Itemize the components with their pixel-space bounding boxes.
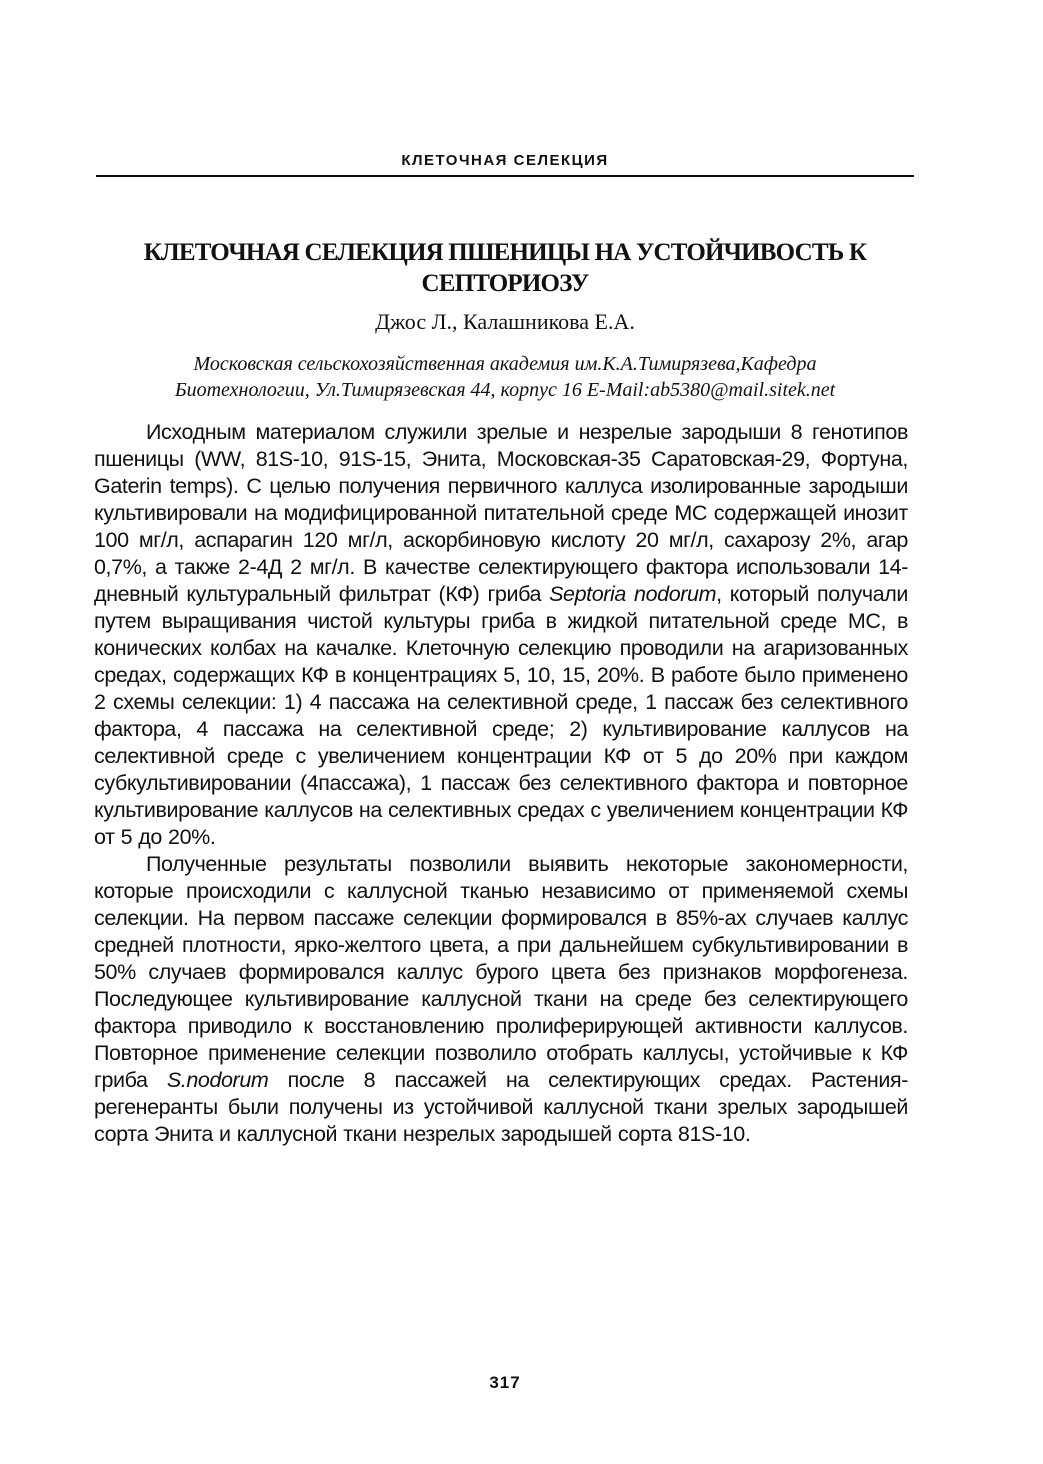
- article-title: [110, 237, 900, 299]
- article-authors: Джос Л., Калашникова Е.А.: [375, 309, 635, 334]
- affiliation-line-1: Московская сельскохозяйственная академия им.К.А.Тимирязева,Кафедра: [193, 353, 817, 375]
- paragraph-1-species-name: Septoria nodorum: [549, 582, 717, 606]
- running-header: КЛЕТОЧНАЯ СЕЛЕКЦИЯ: [401, 152, 609, 169]
- header-rule: [96, 175, 914, 177]
- paragraph-1: [94, 419, 908, 851]
- paragraph-2-text-a: Полученные результаты позволили выявить некоторые закономерности, которые происходили с каллусной тканью независимо от применяемой схемы селекции. На первом пассаже селекции формировался в 85%-ах случаев каллус средней плотности, ярко-желтого цвета, а при дальнейшем субкультивировании в 50% случаев формировался каллус бурого цвета без признаков морфогенеза. Последующее культивирование каллусной ткани на среде без селектирующего фактора приводило к восстановлению пролиферирующей активности каллусов. Повторное применение селекции позволило отобрать каллусы, устойчивые к КФ гриба: [94, 852, 908, 1092]
- article-body: [94, 419, 908, 1148]
- article-affiliation: [100, 351, 910, 403]
- article-title-line-2: СЕПТОРИОЗУ: [421, 270, 589, 297]
- paragraph-1-text-b: , который получали путем выращивания чистой культуры гриба в жидкой питательной среде МС, в конических колбах на качалке. Клеточную селекцию проводили на агаризованных средах, содержащих КФ в концентрациях 5, 10, 15, 20%. В работе было применено 2 схемы селекции: 1) 4 пассажа на селективной среде, 1 пассаж без селективного фактора, 4 пассажа на селективной среде; 2) культивирование каллусов на селективной среде с увеличением концентрации КФ от 5 до 20% при каждом субкультивировании (4пассажа), 1 пассаж без селективного фактора и повторное культивирование каллусов на селективных средах с увеличением концентрации КФ от 5 до 20%.: [94, 582, 909, 849]
- paragraph-2-species-name: S.nodorum: [166, 1068, 269, 1092]
- page-number: 317: [489, 1373, 521, 1392]
- paragraph-2-text-b: после 8 пассажей на селектирующих средах. Растения-регенеранты были получены из устойчивой каллусной ткани зрелых зародышей сорта Энита и каллусной ткани незрелых зародышей сорта 81S-10.: [94, 1068, 908, 1146]
- article-title-line-1: КЛЕТОЧНАЯ СЕЛЕКЦИЯ ПШЕНИЦЫ НА УСТОЙЧИВОСТЬ К: [143, 239, 867, 266]
- paragraph-1-text-a: Исходным материалом служили зрелые и незрелые зародыши 8 генотипов пшеницы (WW, 81S-10, 91S-15, Энита, Московская-35 Саратовская-29, Фортуна, Gaterin temps). С целью получения первичного каллуса изолированные зародыши культивировали на модифицированной питательной среде МС содержащей инозит 100 мг/л, аспарагин 120 мг/л, аскорбиновую кислоту 20 мг/л, сахарозу 2%, агар 0,7%, а также 2-4Д 2 мг/л. В качестве селектирующего фактора использовали 14-дневный культуральный фильтрат (КФ) гриба: [94, 420, 908, 606]
- affiliation-line-2: Биотехнологии, Ул.Тимирязевская 44, корпус 16 E-Mail:ab5380@mail.sitek.net: [174, 379, 836, 401]
- paragraph-2: [94, 851, 908, 1148]
